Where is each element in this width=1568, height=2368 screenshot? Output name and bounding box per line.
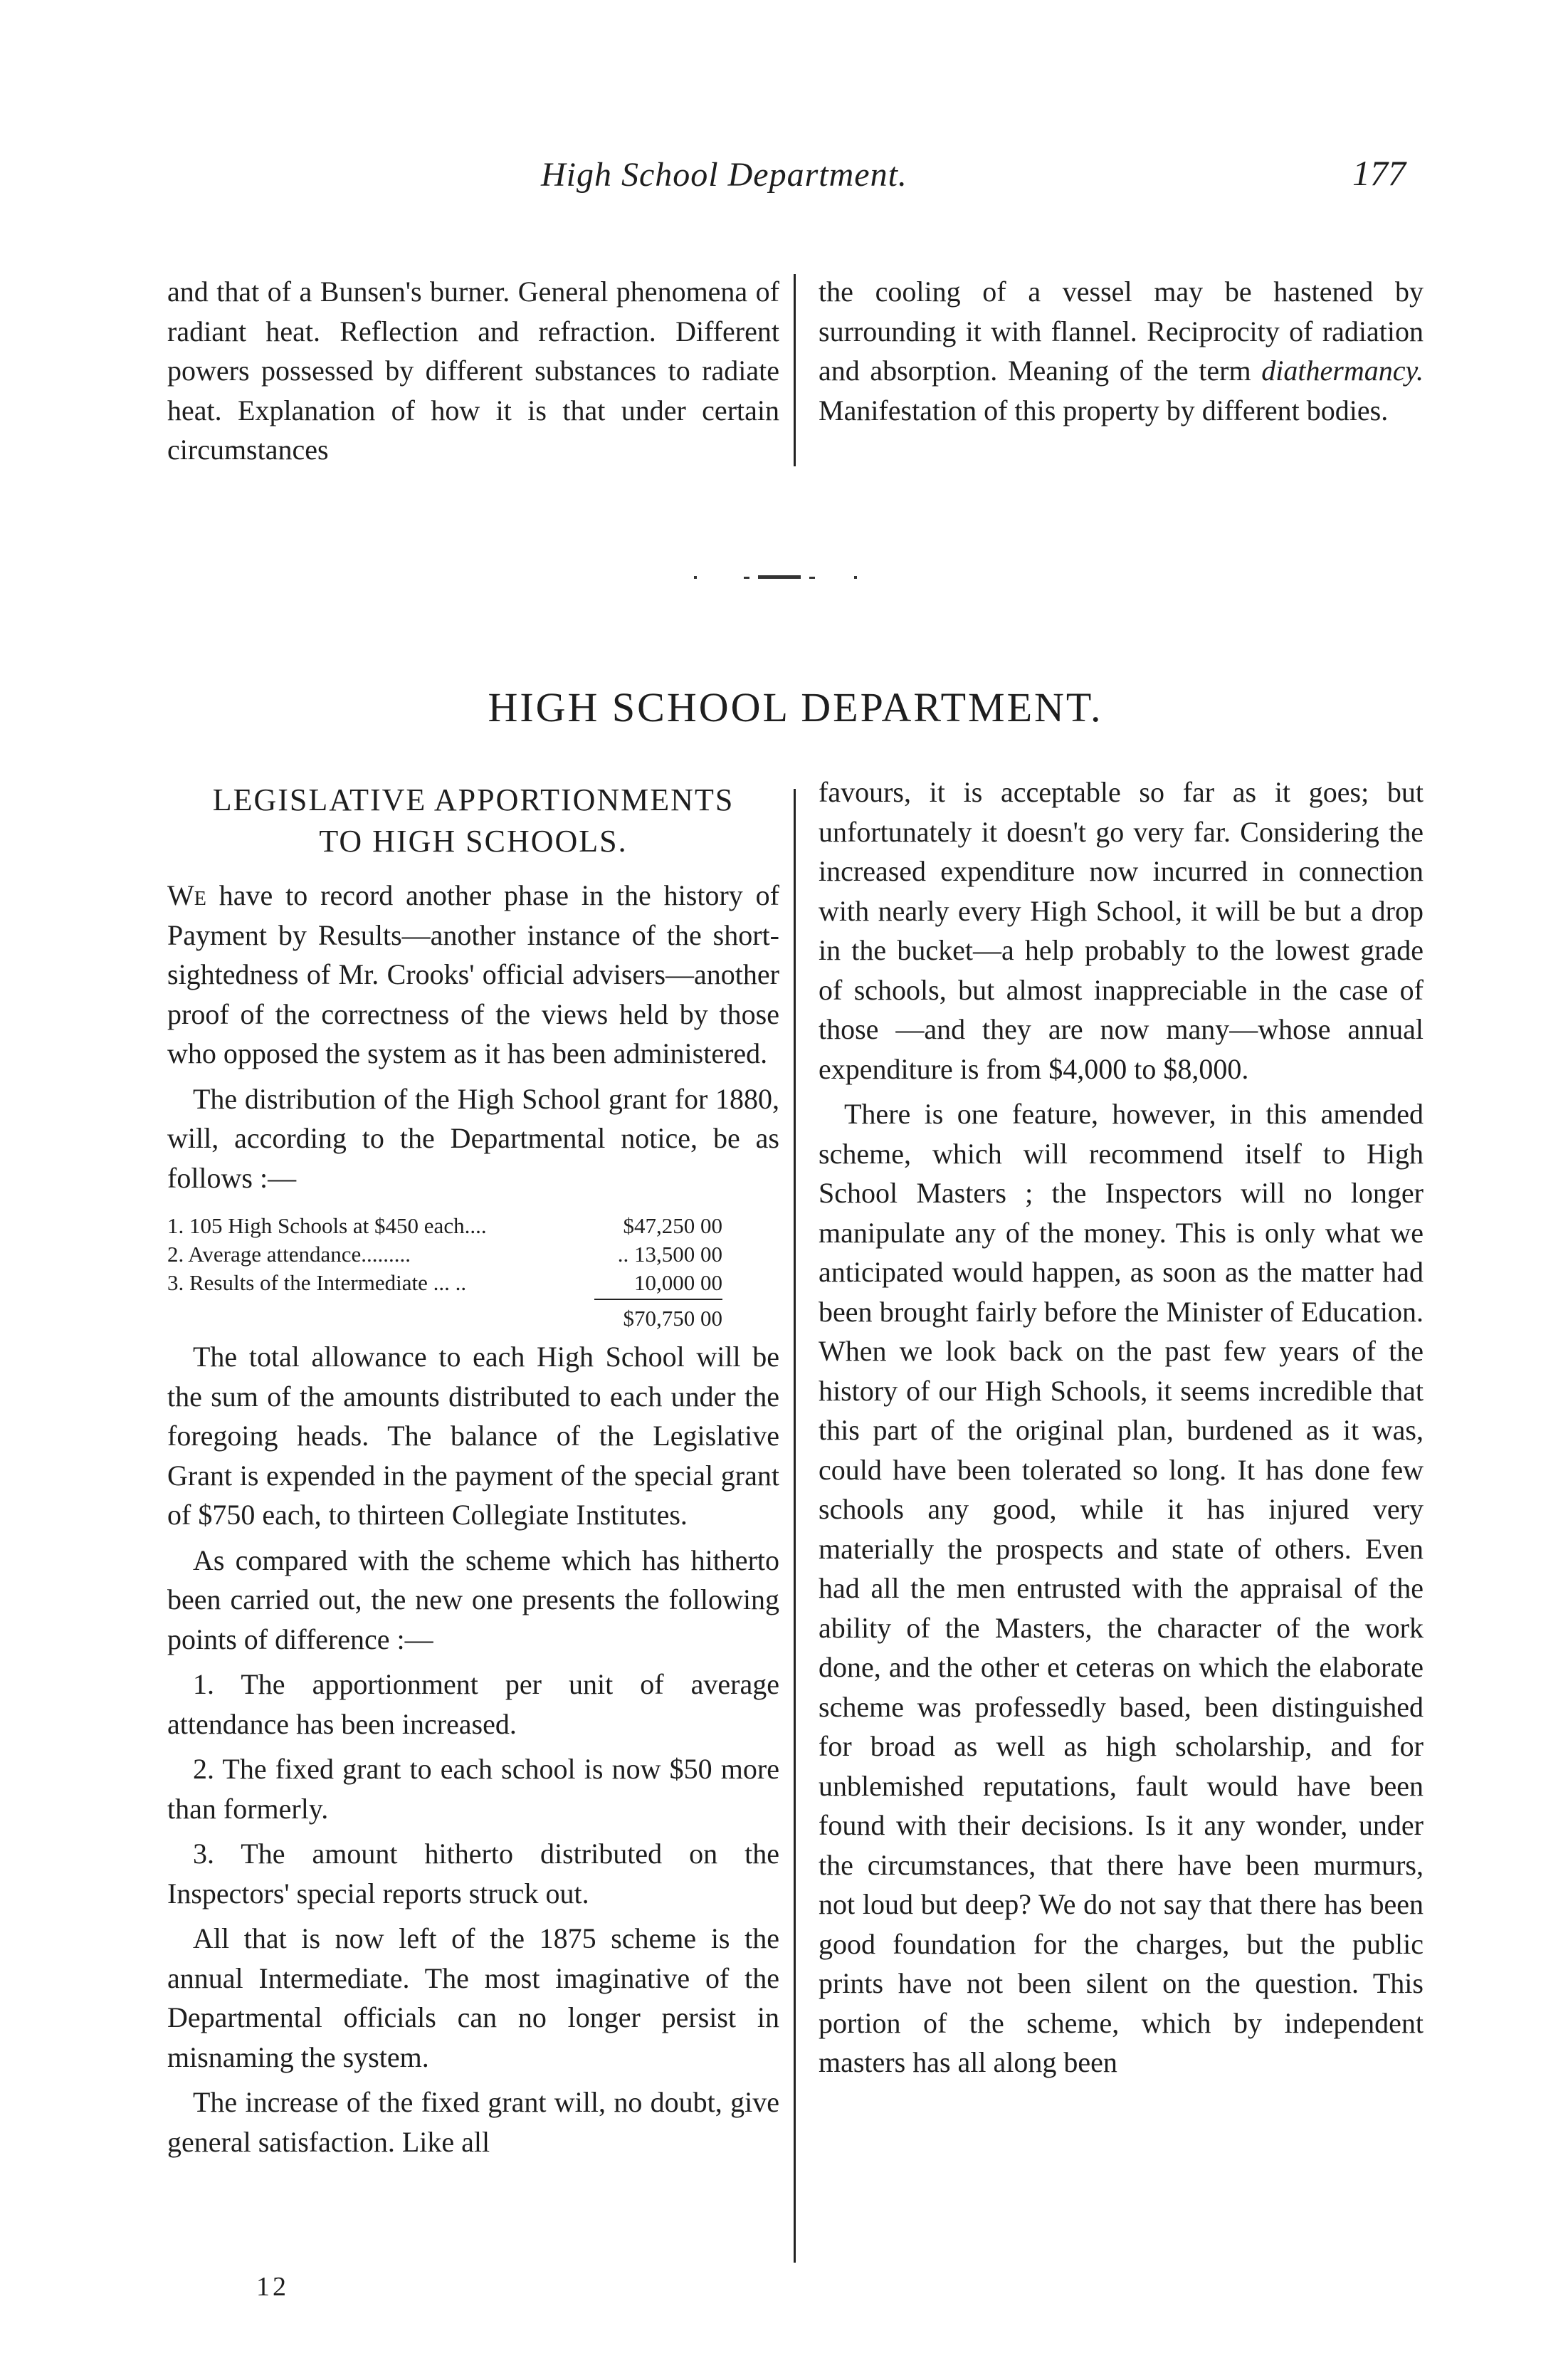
table-row-amount: .. 13,500 00 bbox=[617, 1242, 722, 1267]
column-divider-main bbox=[794, 789, 796, 2263]
table-row bbox=[167, 1240, 779, 1269]
top-left-text: and that of a Bunsen's burner. General phenomena of radiant heat. Reflection and refraction. Different powers possessed by different substances to radiate heat. Explanation of how it is that under certain circumstances bbox=[167, 276, 779, 466]
table-row-label: 2. Average attendance......... bbox=[167, 1242, 411, 1267]
table-row-label: 3. Results of the Intermediate ... .. bbox=[167, 1270, 467, 1295]
top-right-column bbox=[819, 272, 1424, 430]
article-paragraph-6: The increase of the fixed grant will, no doubt, give general satisfaction. Like all bbox=[167, 2086, 779, 2158]
article-paragraph-5: All that is now left of the 1875 scheme is the annual Intermediate. The most imaginative of the Departmental officials can no longer persist in misnaming the system. bbox=[167, 1922, 779, 2073]
top-right-paragraph bbox=[819, 272, 1424, 430]
signature-mark: 12 bbox=[256, 2272, 289, 2302]
table-total: $70,750 00 bbox=[623, 1306, 722, 1331]
difference-point-3: 3. The amount hitherto distributed on the Inspectors' special reports struck out. bbox=[167, 1838, 779, 1909]
article-left-column bbox=[167, 876, 779, 2162]
right-paragraph-2: There is one feature, however, in this amended scheme, which will recommend itself to High School Masters ; the Inspectors will no longer manipulate any of the money. This is only what we anticipated would happen, as soon as the matter had been brought fairly before the Minister of Education. When we look back on the past few years of the history of our High Schools, it seems incredible that this part of the original plan, burdened as it was, could have been tolerated so long. It has done few schools any good, while it has injured very materially the prospects and state of others. Even had all the men entrusted with the appraisal of the ability of the Masters, the character of the work done, and the other et ceteras on which the elaborate scheme was professedly based, been distinguished for broad as well as high scholarship, and for unblemished reputations, fault would have been found with their decisions. Is it any wonder, under the circumstances, that there have been murmurs, not loud but deep? We do not say that there has been good foundation for the charges, but the public prints have not been silent on the question. This portion of the scheme, which by independent masters has all along been bbox=[819, 1098, 1424, 2078]
article-paragraph-4: As compared with the scheme which has hitherto been carried out, the new one presents the following points of difference :— bbox=[167, 1544, 779, 1655]
sum-rule bbox=[594, 1299, 722, 1300]
article-right-column bbox=[819, 772, 1424, 2083]
article-paragraph-1 bbox=[167, 876, 779, 1074]
article-title bbox=[167, 780, 779, 862]
table-row bbox=[167, 1269, 779, 1297]
grant-table bbox=[167, 1212, 779, 1331]
article-paragraph-2: The distribution of the High School grant for 1880, will, according to the Departmental notice, be as follows :— bbox=[167, 1082, 779, 1194]
section-title: HIGH SCHOOL DEPARTMENT. bbox=[488, 684, 1103, 730]
term-diathermancy: diathermancy. bbox=[1261, 355, 1424, 387]
top-right-text-end: Manifestation of this property by different bodies. bbox=[819, 394, 1389, 426]
table-total-row bbox=[167, 1297, 779, 1331]
top-left-column bbox=[167, 272, 779, 470]
difference-point-2: 2. The fixed grant to each school is now $50 more than formerly. bbox=[167, 1753, 779, 1825]
table-row-amount: $47,250 00 bbox=[623, 1213, 722, 1238]
top-right-text-start: the cooling of a vessel may be hastened by surrounding it with flannel. Reciprocity of radiation and absorption. Meaning of the term bbox=[819, 276, 1424, 387]
paragraph-1-text: have to record another phase in the history of Payment by Results—another instance of the short-sightedness of Mr. Crooks' official advisers—another proof of the correctness of the views held by those who opposed the system as it has been administered. bbox=[167, 879, 779, 1069]
section-separator-ornament bbox=[694, 573, 858, 582]
article-title-line-1: LEGISLATIVE APPORTIONMENTS bbox=[212, 782, 735, 817]
running-title: High School Department. bbox=[541, 156, 907, 194]
table-row bbox=[167, 1212, 779, 1240]
column-divider-top bbox=[794, 274, 796, 466]
page-number: 177 bbox=[1352, 153, 1406, 193]
table-row-label: 1. 105 High Schools at $450 each.... bbox=[167, 1213, 487, 1238]
right-paragraph-1: favours, it is acceptable so far as it goes; but unfortunately it doesn't go very far. Considering the increased expenditure now incurred in connection with nearly every High School, it will be but a drop in the bucket—a help probably to the lowest grade of schools, but almost inappreciable in the case of those —and they are now many—whose annual expenditure is from $4,000 to $8,000. bbox=[819, 776, 1424, 1085]
article-paragraph-3: The total allowance to each High School will be the sum of the amounts distributed to each under the foregoing heads. The balance of the Legislative Grant is expended in the payment of the special grant of $750 each, to thirteen Collegiate Institutes. bbox=[167, 1341, 779, 1531]
table-row-amount: 10,000 00 bbox=[634, 1270, 722, 1295]
article-title-line-2: TO HIGH SCHOOLS. bbox=[319, 824, 628, 859]
drop-cap-word: We bbox=[167, 879, 206, 911]
difference-point-1: 1. The apportionment per unit of average attendance has been increased. bbox=[167, 1668, 779, 1740]
